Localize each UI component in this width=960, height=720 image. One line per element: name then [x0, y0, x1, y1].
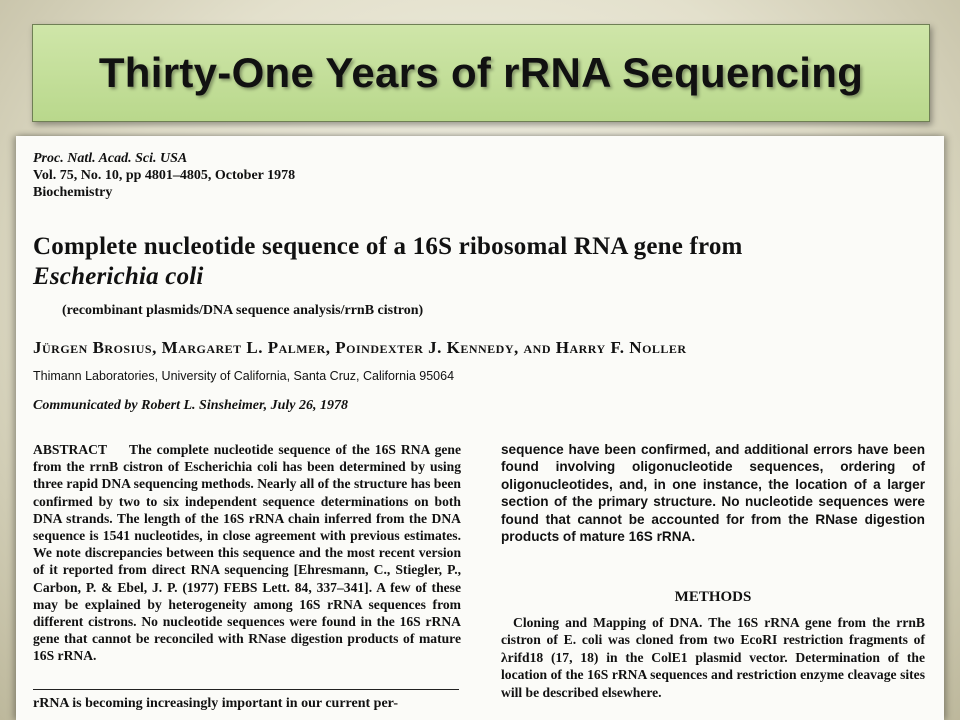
- journal-header: [33, 150, 295, 201]
- journal-volume: Vol. 75, No. 10, pp 4801–4805, October 1978: [33, 168, 296, 183]
- journal-name: Proc. Natl. Acad. Sci. USA: [33, 151, 188, 166]
- methods-subheading: Cloning and Mapping of DNA.: [513, 615, 703, 630]
- paper-title-main: Complete nucleotide sequence of a 16S ribosomal RNA gene from: [33, 233, 743, 260]
- paper-authors: Jürgen Brosius, Margaret L. Palmer, Poindexter J. Kennedy, and Harry F. Noller: [33, 338, 687, 357]
- slide-title: Thirty-One Years of rRNA Sequencing: [98, 49, 864, 96]
- paper-communicated: Communicated by Robert L. Sinsheimer, July 26, 1978: [33, 398, 349, 413]
- methods-text: The 16S rRNA gene from the rrnB cistron of E. coli was cloned from two EcoRI restriction fragments of λrifd18 (17, 18) in the ColE1 plasmid vector. Determination of the location of the 16S rRNA sequences and restriction enzyme cleavage sites will be described elsewhere.: [501, 615, 925, 700]
- paper-scan: [16, 136, 944, 720]
- slide-title-box: [32, 24, 930, 122]
- section-rule: [33, 689, 459, 690]
- paper-title-species: Escherichia coli: [33, 263, 204, 290]
- abstract-label: ABSTRACT: [33, 442, 108, 457]
- journal-section: Biochemistry: [33, 185, 113, 200]
- right-column-text: [501, 441, 925, 545]
- methods-heading: METHODS: [674, 589, 752, 605]
- paper-title: [33, 232, 923, 292]
- right-column-paragraph: sequence have been confirmed, and additional errors have been found involving oligonucleotide sequences, ordering of oligonucleotides, and, in one instance, the location of a larger section of the primary structure. No nucleotide sequences were found that cannot be accounted for from the RNase digestion products of mature 16S rRNA.: [501, 442, 925, 545]
- paper-keywords: (recombinant plasmids/DNA sequence analysis/rrnB cistron): [62, 303, 424, 318]
- methods-section: [501, 614, 925, 701]
- abstract: [33, 441, 461, 665]
- abstract-text: The complete nucleotide sequence of the 16S RNA gene from the rrnB cistron of Escherichia coli has been determined by using three rapid DNA sequencing methods. Nearly all of the structure has been confirmed by two to six independent sequence determinations on both DNA strands. The length of the 16S rRNA chain inferred from the DNA sequence is 1541 nucleotides, in close agreement with previous estimates. We note discrepancies between this sequence and the most recent version of it reported from direct RNA sequencing [Ehresmann, C., Stiegler, P., Carbon, P. & Ebel, J. P. (1977) FEBS Lett. 84, 337–341]. A few of these may be explained by heterogeneity among 16S rRNA sequences from different cistrons. No nucleotide sequences were found in the 16S rRNA gene that cannot be reconciled with RNase digestion products of mature 16S rRNA.: [33, 442, 461, 664]
- paper-affiliation: Thimann Laboratories, University of California, Santa Cruz, California 95064: [33, 369, 455, 383]
- intro-text: rRNA is becoming increasingly important in our current per-: [33, 696, 399, 711]
